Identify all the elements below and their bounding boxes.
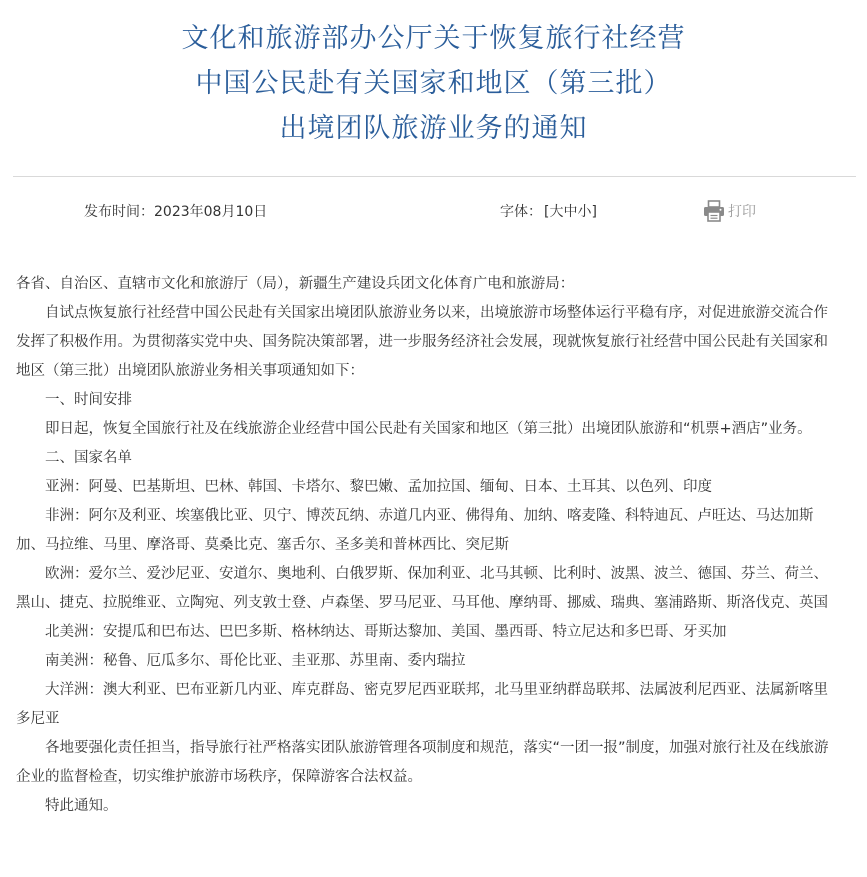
print-label: 打印: [728, 204, 756, 220]
region-north-america: 北美洲：安提瓜和巴布达、巴巴多斯、格林纳达、哥斯达黎加、美国、墨西哥、特立尼达和多巴哥、牙买加: [45, 624, 727, 640]
sign-off: 特此通知。: [45, 798, 118, 814]
font-bracket-close: ]: [591, 204, 597, 220]
print-button[interactable]: [702, 198, 756, 224]
font-size-medium-button[interactable]: 中: [563, 204, 578, 220]
title-line-3: 出境团队旅游业务的通知: [279, 113, 588, 144]
printer-icon[interactable]: [702, 199, 728, 223]
closing-paragraph: 各地要强化责任担当，指导旅行社严格落实团队旅游管理各项制度和规范，落实“一团一报”制度，加强对旅行社及在线旅游企业的监督检查，切实维护旅游市场秩序，保障游客合法权益。: [16, 740, 829, 785]
article-body: [16, 270, 831, 821]
intro-paragraph: 自试点恢复旅行社经营中国公民赴有关国家出境团队旅游业务以来，出境旅游市场整体运行平稳有序，对促进旅游交流合作发挥了积极作用。为贯彻落实党中央、国务院决策部署，进一步服务经济社会发展，现就恢复旅行社经营中国公民赴有关国家和地区（第三批）出境团队旅游业务相关事项通知如下：: [16, 305, 828, 379]
salutation: 各省、自治区、直辖市文化和旅游厅（局），新疆生产建设兵团文化体育广电和旅游局：: [16, 276, 575, 292]
font-size-selector: [500, 202, 597, 222]
region-europe: 欧洲：爱尔兰、爱沙尼亚、安道尔、奥地利、白俄罗斯、保加利亚、北马其顿、比利时、波黑、波兰、德国、芬兰、荷兰、黑山、捷克、拉脱维亚、立陶宛、列支敦士登、卢森堡、罗马尼亚、马耳他、摩纳哥、挪威、瑞典、塞浦路斯、斯洛伐克、英国: [16, 566, 828, 611]
publish-date: [84, 202, 267, 222]
region-africa: 非洲：阿尔及利亚、埃塞俄比亚、贝宁、博茨瓦纳、赤道几内亚、佛得角、加纳、喀麦隆、科特迪瓦、卢旺达、马达加斯加、马拉维、马里、摩洛哥、莫桑比克、塞舌尔、圣多美和普林西比、突尼斯: [16, 508, 814, 553]
article-title: [0, 16, 867, 151]
font-bracket-open: [: [544, 204, 550, 220]
font-size-large-button[interactable]: 大: [549, 204, 564, 220]
region-south-america: 南美洲：秘鲁、厄瓜多尔、哥伦比亚、圭亚那、苏里南、委内瑞拉: [45, 653, 466, 669]
publish-date-label: 发布时间：: [84, 204, 154, 220]
font-size-label: 字体：: [500, 204, 542, 220]
region-asia: 亚洲：阿曼、巴基斯坦、巴林、韩国、卡塔尔、黎巴嫩、孟加拉国、缅甸、日本、土耳其、以色列、印度: [45, 479, 712, 495]
title-divider: [13, 176, 856, 177]
schedule-paragraph: 即日起，恢复全国旅行社及在线旅游企业经营中国公民赴有关国家和地区（第三批）出境团队旅游和“机票+酒店”业务。: [45, 421, 812, 437]
section-heading-schedule: 一、时间安排: [45, 392, 132, 408]
title-line-1: 文化和旅游部办公厅关于恢复旅行社经营: [181, 23, 686, 54]
title-line-2: 中国公民赴有关国家和地区（第三批）: [195, 68, 672, 99]
section-heading-countries: 二、国家名单: [45, 450, 132, 466]
font-size-small-button[interactable]: 小: [577, 204, 592, 220]
publish-date-value: 2023年08月10日: [154, 204, 268, 220]
region-oceania: 大洋洲：澳大利亚、巴布亚新几内亚、库克群岛、密克罗尼西亚联邦，北马里亚纳群岛联邦、法属波利尼西亚、法属新喀里多尼亚: [16, 682, 828, 727]
